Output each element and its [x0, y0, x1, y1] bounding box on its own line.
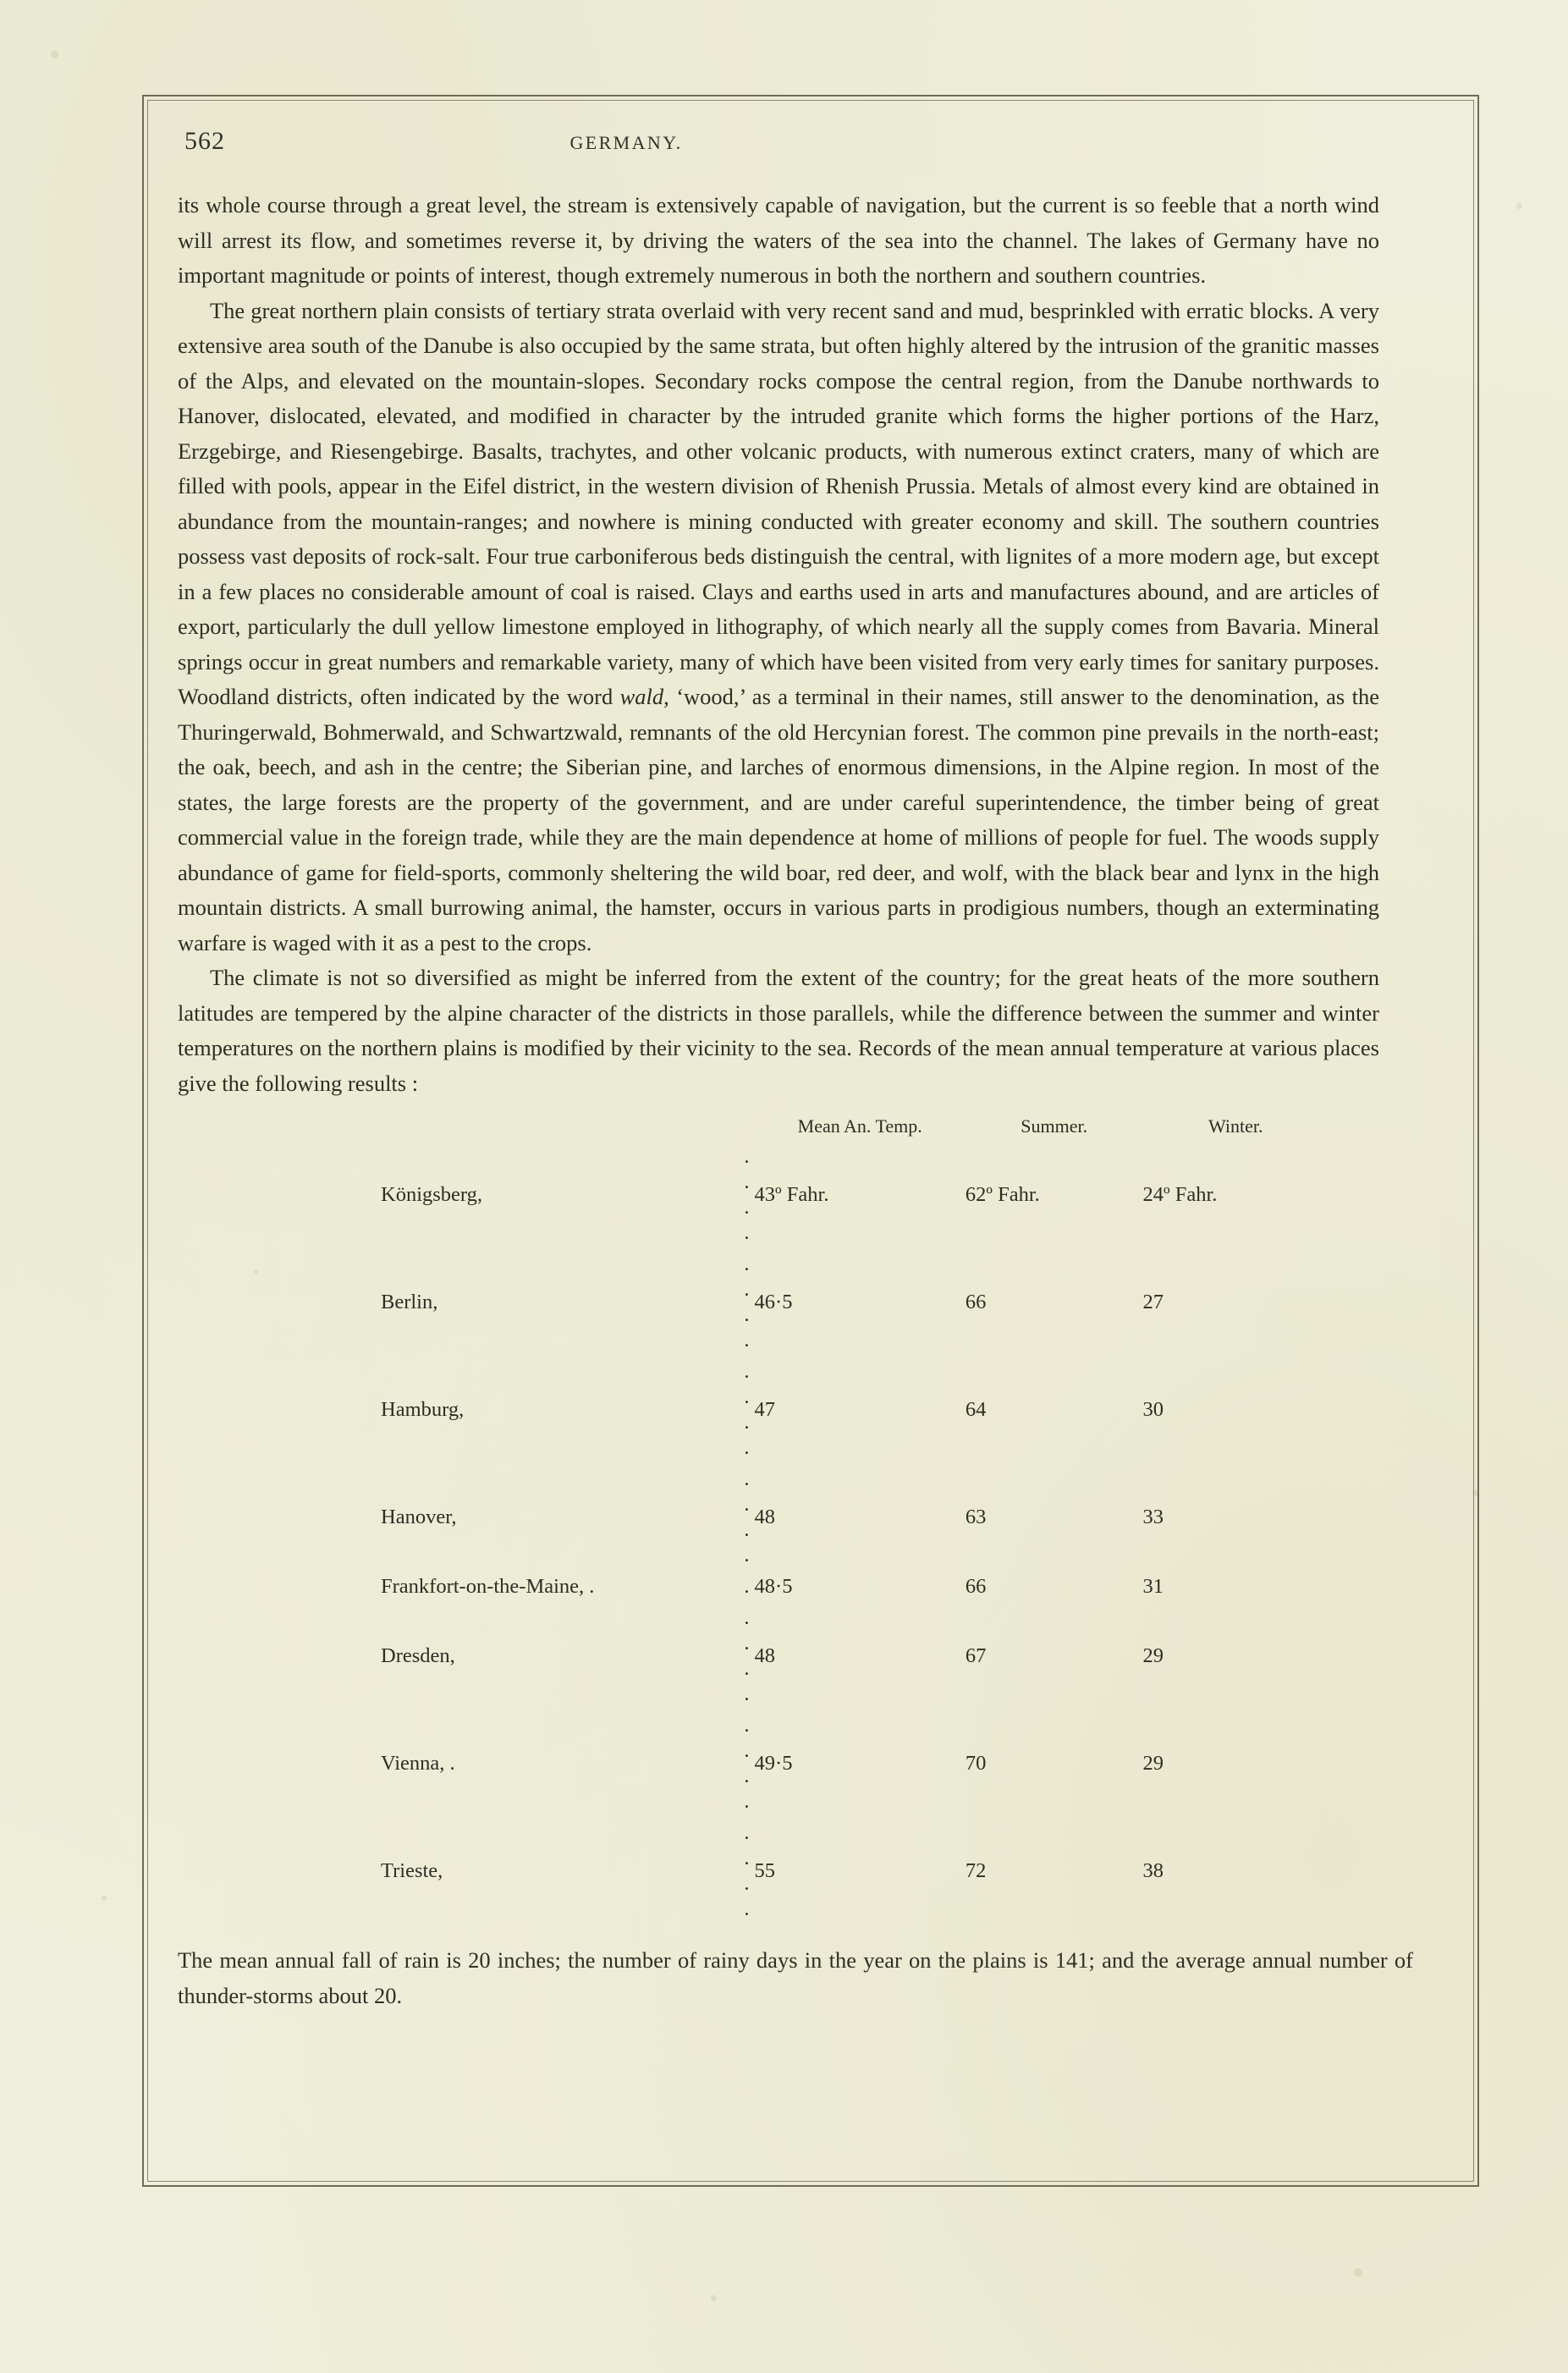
page-number: 562 [184, 127, 225, 155]
cell-summer: 72 [965, 1858, 987, 1882]
running-head: GERMANY. [569, 132, 683, 153]
paragraph-3: The climate is not so diversified as might be inferred from the extent of the country; for the great heats of the more southern latitudes are tempered by the alpine character of the districts in those parallels, while the difference between the summer and winter temperatures on the northern plains is modified by their vicinity to the sea. Records of the mean annual temperature at various places give the following results : [178, 965, 1379, 1096]
paragraph-2-part-b: , ‘wood,’ as a terminal in their names, still answer to the denomination, as the Thuringerwald, Bohmerwald, and Schwartzwald, remnants of the old Hercynian forest. The common pine prevails in the north-east; the oak, beech, and ash in the centre; the Siberian pine, and larches of enormous dimensions, in the Alpine region. In most of the states, the large forests are the property of the government, and are under careful superintendence, the timber being of great commercial value in the foreign trade, while they are the main dependence at home of millions of people for fuel. The woods supply abundance of game for field-sports, commonly sheltering the wild boar, red deer, and wolf, with the black bear and lynx in the high mountain districts. A small burrowing animal, the hamster, occurs in various parts in prodigious numbers, though an exterminating warfare is waged with it as a pest to the crops. [178, 684, 1379, 955]
col-header-place [381, 1115, 744, 1141]
cell-winter: 27 [1142, 1290, 1164, 1313]
cell-mean: 46·5 [754, 1290, 793, 1313]
paragraph-1: its whole course through a great level, the stream is extensively capable of navigation, but the current is so feeble that a north wind will arrest its flow, and sometimes reverse it, by driving the waters of the sea into the channel. The lakes of Germany have no important magnitude or points of interest, though extremely numerous in both the northern and southern countries. [178, 192, 1379, 288]
body-text [178, 188, 1379, 1101]
cell-place: Berlin, [381, 1290, 438, 1313]
cell-mean: 43º Fahr. [754, 1182, 829, 1206]
cell-winter: 30 [1142, 1397, 1164, 1421]
cell-place: Dresden, [381, 1643, 455, 1667]
cell-leaders: . [744, 1574, 755, 1598]
paragraph-2-part-a: The great northern plain consists of tertiary strata overlaid with very recent sand and mud, besprinkled with erratic blocks. A very extensive area south of the Danube is also occupied by the same strata, but often highly altered by the intrusion of the granitic masses of the Alps, and elevated on the mountain-slopes. Secondary rocks compose the central region, from the Danube northwards to Hanover, dislocated, elevated, and modified in character by the intruded granite which forms the higher portions of the Harz, Erzgebirge, and Riesengebirge. Basalts, trachytes, and other volcanic products, with numerous extinct craters, many of which are filled with pools, appear in the Eifel district, in the western division of Rhenish Prussia. Metals of almost every kind are obtained in abundance from the mountain-ranges; and nowhere is mining conducted with greater economy and skill. The southern countries possess vast deposits of rock-salt. Four true carboniferous beds distinguish the central, with lignites of a more modern age, but except in a few places no considerable amount of coal is raised. Clays and earths used in arts and manufactures abound, and are articles of export, particularly the dull yellow limestone employed in lithography, of which nearly all the supply comes from Bavaria. Mineral springs occur in great numbers and remarkable variety, many of which have been visited from very early times for sanitary purposes. Woodland districts, often indicated by the word [178, 297, 1379, 709]
table-row [381, 1141, 1329, 1248]
cell-summer: 62º Fahr. [965, 1182, 1040, 1206]
cell-place: Hanover, [381, 1505, 457, 1528]
cell-summer: 63 [965, 1505, 987, 1528]
col-header-winter: Winter. [1208, 1115, 1263, 1137]
page-header [178, 127, 1447, 166]
cell-leaders: . . . . [744, 1359, 755, 1459]
cell-leaders: . . . . [744, 1605, 755, 1705]
cell-place: Hamburg, [381, 1397, 465, 1421]
cell-summer: 64 [965, 1397, 987, 1421]
cell-winter: 29 [1142, 1751, 1164, 1775]
cell-place: Trieste, [381, 1858, 443, 1882]
page-content [178, 127, 1447, 2158]
cell-summer: 70 [965, 1751, 987, 1775]
cell-leaders: . . . . [744, 1713, 755, 1813]
cell-winter: 24º Fahr. [1142, 1182, 1218, 1206]
temperature-table-wrap [381, 1115, 1329, 1924]
table-row [381, 1710, 1329, 1817]
table-row [381, 1248, 1329, 1356]
table-row [381, 1356, 1329, 1463]
paragraph-2 [178, 294, 1379, 961]
table-row [381, 1463, 1329, 1571]
cell-place: Königsberg, [381, 1182, 482, 1206]
col-header-mean: Mean An. Temp. [797, 1115, 922, 1137]
cell-mean: 48 [754, 1505, 776, 1528]
cell-place: Frankfort-on-the-Maine, . [381, 1574, 595, 1598]
cell-mean: 47 [754, 1397, 776, 1421]
cell-summer: 66 [965, 1290, 987, 1313]
cell-mean: 48·5 [754, 1574, 793, 1598]
table-header-row [381, 1115, 1329, 1141]
cell-place: Vienna, . [381, 1751, 455, 1775]
table-head [381, 1115, 1329, 1141]
cell-leaders: . . . . [744, 1252, 755, 1352]
closing-paragraph: The mean annual fall of rain is 20 inches; the number of rainy days in the year on the plains is 141; and the average annual number of thunder-storms about 20. [178, 1947, 1413, 2008]
cell-leaders: . . . . [744, 1820, 755, 1920]
table-row [381, 1571, 1329, 1602]
cell-mean: 49·5 [754, 1751, 793, 1775]
temperature-table [381, 1115, 1329, 1924]
cell-leaders: . . . . [744, 1144, 755, 1244]
cell-mean: 55 [754, 1858, 776, 1882]
cell-leaders: . . . . [744, 1467, 755, 1566]
col-header-summer: Summer. [1021, 1115, 1088, 1137]
closing-paragraph-wrap [178, 1943, 1413, 2013]
table-row [381, 1817, 1329, 1924]
cell-winter: 33 [1142, 1505, 1164, 1528]
cell-winter: 31 [1142, 1574, 1164, 1598]
italic-term-wald: wald [619, 684, 664, 709]
table-row [381, 1602, 1329, 1710]
col-header-leaders [744, 1115, 754, 1141]
cell-summer: 66 [965, 1574, 987, 1598]
table-body [381, 1141, 1329, 1924]
cell-summer: 67 [965, 1643, 987, 1667]
cell-mean: 48 [754, 1643, 776, 1667]
cell-winter: 38 [1142, 1858, 1164, 1882]
cell-winter: 29 [1142, 1643, 1164, 1667]
